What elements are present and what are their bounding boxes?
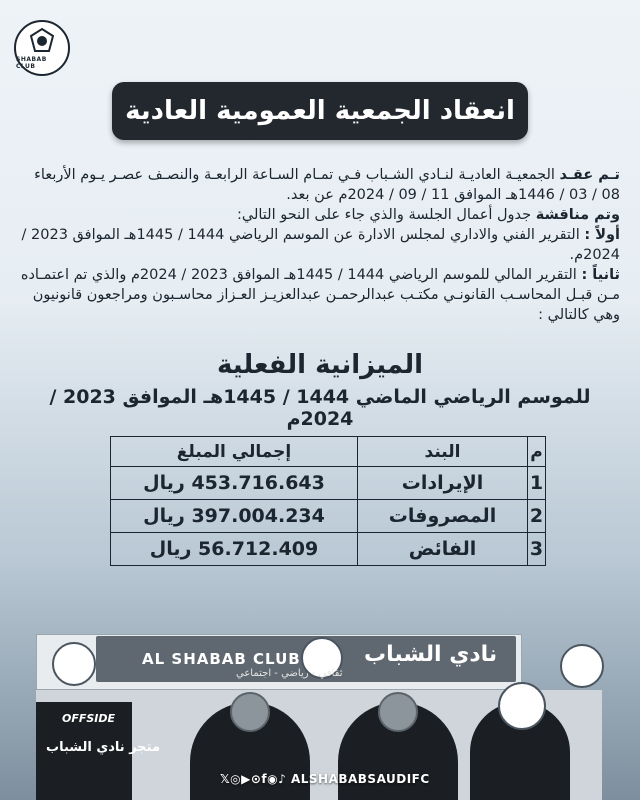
club-emblem-facade-icon — [498, 682, 546, 730]
row-amount: 56.712.409 ريال — [111, 533, 358, 566]
agenda-lead: وتم مناقشة — [535, 207, 620, 223]
budget-table — [110, 436, 546, 566]
club-logo — [14, 20, 70, 76]
header-item: البند — [358, 437, 528, 467]
row-num: 1 — [528, 467, 546, 500]
announcement-body — [20, 165, 620, 325]
paragraph-item-1 — [20, 225, 620, 265]
budget-title: الميزانية الفعلية — [216, 350, 424, 380]
meeting-text: الجمعيـة العاديـة لنـادي الشـباب فـي تمـام السـاعة الرابعـة والنصـف عصـر يـوم الأربعاء 08 / 03 / 1446هـ الموافق 11 / 09 / 2024م عن بعد. — [34, 167, 620, 203]
header-num: م — [528, 437, 546, 467]
row-item: المصروفات — [358, 500, 528, 533]
item2-lead: ثانياً : — [581, 267, 620, 283]
sign-arabic: نادي الشباب — [364, 642, 498, 667]
sign-subtitle: ثقافي - رياضي - اجتماعي — [236, 668, 343, 679]
club-emblem-icon — [27, 26, 57, 56]
item1-lead: أولاً : — [584, 227, 620, 243]
social-handle: 𝕏◎▶⊙f◉♪ ALSHABABSAUDIFC — [220, 772, 430, 786]
header-amount: إجمالي المبلغ — [111, 437, 358, 467]
lion-statue-icon — [230, 692, 270, 732]
saudi-emblem-icon — [52, 642, 96, 686]
paragraph-meeting — [20, 165, 620, 205]
lion-statue-right-icon — [378, 692, 418, 732]
row-amount: 453.716.643 ريال — [111, 467, 358, 500]
item1-text: التقرير الفني والاداري لمجلس الادارة عن الموسم الرياضي 1444 / 1445هـ الموافق 2023 / 2024م. — [21, 227, 620, 263]
table-row — [111, 467, 546, 500]
logo-text: SHABAB CLUB — [16, 56, 47, 70]
page-title: انعقاد الجمعية العمومية العادية — [112, 82, 528, 140]
table-header-row — [111, 437, 546, 467]
agenda-text: جدول أعمال الجلسة والذي جاء على النحو التالي: — [236, 207, 536, 223]
row-item: الفائض — [358, 533, 528, 566]
paragraph-item-2 — [20, 265, 620, 325]
offside-logo: OFFSIDE — [62, 712, 116, 725]
item2-text: التقرير المالي للموسم الرياضي 1444 / 1445هـ الموافق 2023 / 2024م والذي تم اعتمـاده مـن قبـل المحاسـب القانونـي مكتـب عبدالرحمـن عبدالعزيـز العـزاز محاسـبون ومراجعون قانونيون وهي كالتالي : — [20, 267, 620, 323]
budget-subtitle: للموسم الرياضي الماضي 1444 / 1445هـ الموافق 2023 / 2024م — [49, 386, 591, 430]
sign-english: AL SHABAB CLUB — [142, 650, 301, 668]
meeting-lead: تـم عقـد — [559, 167, 620, 183]
row-amount: 397.004.234 ريال — [111, 500, 358, 533]
table-row — [111, 533, 546, 566]
store-label: متجر نادي الشباب — [46, 740, 161, 755]
row-num: 2 — [528, 500, 546, 533]
row-item: الإيرادات — [358, 467, 528, 500]
saudi-emblem-right-icon — [560, 644, 604, 688]
paragraph-agenda — [20, 205, 620, 225]
row-num: 3 — [528, 533, 546, 566]
table-row — [111, 500, 546, 533]
building-sign — [96, 636, 516, 682]
